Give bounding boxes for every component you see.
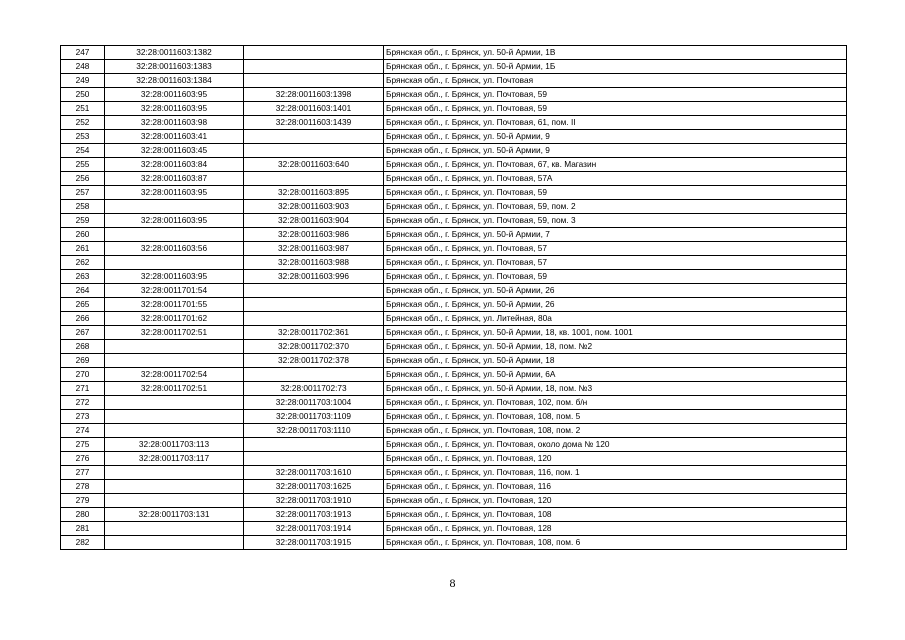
row-number-cell: 276 xyxy=(61,452,105,466)
address-cell: Брянская обл., г. Брянск, ул. Почтовая, 59 xyxy=(384,270,847,284)
address-cell: Брянская обл., г. Брянск, ул. Литейная, 80а xyxy=(384,312,847,326)
table-row xyxy=(61,340,847,354)
address-cell: Брянская обл., г. Брянск, ул. 50-й Армии, 1Б xyxy=(384,60,847,74)
object-number-cell xyxy=(244,46,384,60)
cadastral-table-body xyxy=(61,46,847,550)
cadastral-number-cell: 32:28:0011703:117 xyxy=(105,452,244,466)
address-cell: Брянская обл., г. Брянск, ул. Почтовая, около дома № 120 xyxy=(384,438,847,452)
cadastral-number-cell: 32:28:0011603:45 xyxy=(105,144,244,158)
object-number-cell xyxy=(244,438,384,452)
cadastral-number-cell: 32:28:0011701:55 xyxy=(105,298,244,312)
object-number-cell: 32:28:0011703:1910 xyxy=(244,494,384,508)
address-cell: Брянская обл., г. Брянск, ул. 50-й Армии, 18, пом. №3 xyxy=(384,382,847,396)
cadastral-number-cell xyxy=(105,494,244,508)
table-row xyxy=(61,382,847,396)
address-cell: Брянская обл., г. Брянск, ул. 50-й Армии, 18, пом. №2 xyxy=(384,340,847,354)
object-number-cell: 32:28:0011603:987 xyxy=(244,242,384,256)
table-row xyxy=(61,186,847,200)
cadastral-number-cell: 32:28:0011703:113 xyxy=(105,438,244,452)
row-number-cell: 256 xyxy=(61,172,105,186)
cadastral-number-cell xyxy=(105,424,244,438)
table-row xyxy=(61,200,847,214)
address-cell: Брянская обл., г. Брянск, ул. 50-й Армии, 9 xyxy=(384,130,847,144)
cadastral-number-cell: 32:28:0011603:98 xyxy=(105,116,244,130)
table-row xyxy=(61,158,847,172)
object-number-cell: 32:28:0011703:1110 xyxy=(244,424,384,438)
row-number-cell: 279 xyxy=(61,494,105,508)
cadastral-number-cell: 32:28:0011703:131 xyxy=(105,508,244,522)
row-number-cell: 259 xyxy=(61,214,105,228)
table-row xyxy=(61,242,847,256)
table-row xyxy=(61,522,847,536)
address-cell: Брянская обл., г. Брянск, ул. Почтовая, 108, пом. 5 xyxy=(384,410,847,424)
row-number-cell: 275 xyxy=(61,438,105,452)
cadastral-number-cell xyxy=(105,396,244,410)
cadastral-table xyxy=(60,45,847,550)
cadastral-number-cell: 32:28:0011702:54 xyxy=(105,368,244,382)
row-number-cell: 254 xyxy=(61,144,105,158)
address-cell: Брянская обл., г. Брянск, ул. Почтовая, 102, пом. б/н xyxy=(384,396,847,410)
cadastral-number-cell xyxy=(105,256,244,270)
object-number-cell: 32:28:0011703:1625 xyxy=(244,480,384,494)
table-row xyxy=(61,536,847,550)
address-cell: Брянская обл., г. Брянск, ул. 50-й Армии, 18, кв. 1001, пом. 1001 xyxy=(384,326,847,340)
object-number-cell xyxy=(244,452,384,466)
table-row xyxy=(61,508,847,522)
table-row xyxy=(61,438,847,452)
object-number-cell: 32:28:0011603:640 xyxy=(244,158,384,172)
cadastral-number-cell: 32:28:0011603:95 xyxy=(105,214,244,228)
cadastral-number-cell xyxy=(105,480,244,494)
table-row xyxy=(61,354,847,368)
object-number-cell: 32:28:0011702:361 xyxy=(244,326,384,340)
row-number-cell: 250 xyxy=(61,88,105,102)
row-number-cell: 251 xyxy=(61,102,105,116)
cadastral-number-cell: 32:28:0011702:51 xyxy=(105,382,244,396)
table-row xyxy=(61,326,847,340)
address-cell: Брянская обл., г. Брянск, ул. Почтовая, 57А xyxy=(384,172,847,186)
table-row xyxy=(61,172,847,186)
table-row xyxy=(61,270,847,284)
table-row xyxy=(61,368,847,382)
address-cell: Брянская обл., г. Брянск, ул. Почтовая, 108 xyxy=(384,508,847,522)
address-cell: Брянская обл., г. Брянск, ул. Почтовая, 59 xyxy=(384,102,847,116)
object-number-cell: 32:28:0011603:904 xyxy=(244,214,384,228)
row-number-cell: 253 xyxy=(61,130,105,144)
row-number-cell: 265 xyxy=(61,298,105,312)
cadastral-number-cell: 32:28:0011603:41 xyxy=(105,130,244,144)
object-number-cell: 32:28:0011702:370 xyxy=(244,340,384,354)
address-cell: Брянская обл., г. Брянск, ул. Почтовая, 59 xyxy=(384,186,847,200)
table-row xyxy=(61,480,847,494)
row-number-cell: 255 xyxy=(61,158,105,172)
object-number-cell xyxy=(244,74,384,88)
cadastral-number-cell: 32:28:0011701:62 xyxy=(105,312,244,326)
row-number-cell: 282 xyxy=(61,536,105,550)
cadastral-number-cell: 32:28:0011603:1384 xyxy=(105,74,244,88)
table-row xyxy=(61,312,847,326)
table-row xyxy=(61,60,847,74)
table-row xyxy=(61,74,847,88)
table-row xyxy=(61,452,847,466)
row-number-cell: 258 xyxy=(61,200,105,214)
address-cell: Брянская обл., г. Брянск, ул. 50-й Армии, 18 xyxy=(384,354,847,368)
cadastral-number-cell xyxy=(105,200,244,214)
address-cell: Брянская обл., г. Брянск, ул. Почтовая, 57 xyxy=(384,242,847,256)
object-number-cell: 32:28:0011703:1004 xyxy=(244,396,384,410)
cadastral-number-cell: 32:28:0011603:56 xyxy=(105,242,244,256)
row-number-cell: 271 xyxy=(61,382,105,396)
object-number-cell: 32:28:0011603:996 xyxy=(244,270,384,284)
cadastral-number-cell xyxy=(105,354,244,368)
row-number-cell: 270 xyxy=(61,368,105,382)
row-number-cell: 280 xyxy=(61,508,105,522)
table-row xyxy=(61,410,847,424)
object-number-cell xyxy=(244,60,384,74)
table-row xyxy=(61,102,847,116)
row-number-cell: 247 xyxy=(61,46,105,60)
object-number-cell xyxy=(244,284,384,298)
row-number-cell: 264 xyxy=(61,284,105,298)
cadastral-number-cell: 32:28:0011603:87 xyxy=(105,172,244,186)
address-cell: Брянская обл., г. Брянск, ул. Почтовая, 61, пом. II xyxy=(384,116,847,130)
row-number-cell: 260 xyxy=(61,228,105,242)
table-row xyxy=(61,284,847,298)
address-cell: Брянская обл., г. Брянск, ул. 50-й Армии, 9 xyxy=(384,144,847,158)
table-row xyxy=(61,494,847,508)
cadastral-number-cell: 32:28:0011603:1383 xyxy=(105,60,244,74)
address-cell: Брянская обл., г. Брянск, ул. Почтовая, 57 xyxy=(384,256,847,270)
address-cell: Брянская обл., г. Брянск, ул. Почтовая, 120 xyxy=(384,494,847,508)
cadastral-number-cell: 32:28:0011603:95 xyxy=(105,102,244,116)
object-number-cell: 32:28:0011603:988 xyxy=(244,256,384,270)
address-cell: Брянская обл., г. Брянск, ул. 50-й Армии, 1В xyxy=(384,46,847,60)
cadastral-number-cell xyxy=(105,340,244,354)
table-row xyxy=(61,298,847,312)
cadastral-number-cell xyxy=(105,522,244,536)
table-row xyxy=(61,466,847,480)
address-cell: Брянская обл., г. Брянск, ул. Почтовая, 128 xyxy=(384,522,847,536)
table-row xyxy=(61,46,847,60)
row-number-cell: 263 xyxy=(61,270,105,284)
object-number-cell: 32:28:0011603:1401 xyxy=(244,102,384,116)
object-number-cell: 32:28:0011703:1915 xyxy=(244,536,384,550)
row-number-cell: 277 xyxy=(61,466,105,480)
row-number-cell: 274 xyxy=(61,424,105,438)
row-number-cell: 269 xyxy=(61,354,105,368)
cadastral-number-cell xyxy=(105,410,244,424)
object-number-cell xyxy=(244,130,384,144)
table-row xyxy=(61,88,847,102)
row-number-cell: 262 xyxy=(61,256,105,270)
object-number-cell: 32:28:0011703:1610 xyxy=(244,466,384,480)
table-row xyxy=(61,116,847,130)
object-number-cell: 32:28:0011603:986 xyxy=(244,228,384,242)
address-cell: Брянская обл., г. Брянск, ул. Почтовая, 116, пом. 1 xyxy=(384,466,847,480)
object-number-cell: 32:28:0011603:903 xyxy=(244,200,384,214)
cadastral-number-cell: 32:28:0011603:95 xyxy=(105,88,244,102)
row-number-cell: 281 xyxy=(61,522,105,536)
row-number-cell: 272 xyxy=(61,396,105,410)
address-cell: Брянская обл., г. Брянск, ул. Почтовая, 59 xyxy=(384,88,847,102)
cadastral-number-cell: 32:28:0011603:1382 xyxy=(105,46,244,60)
row-number-cell: 261 xyxy=(61,242,105,256)
address-cell: Брянская обл., г. Брянск, ул. Почтовая, 108, пом. 2 xyxy=(384,424,847,438)
cadastral-number-cell: 32:28:0011702:51 xyxy=(105,326,244,340)
row-number-cell: 267 xyxy=(61,326,105,340)
object-number-cell: 32:28:0011603:1439 xyxy=(244,116,384,130)
object-number-cell xyxy=(244,312,384,326)
address-cell: Брянская обл., г. Брянск, ул. 50-й Армии, 7 xyxy=(384,228,847,242)
table-row xyxy=(61,214,847,228)
address-cell: Брянская обл., г. Брянск, ул. Почтовая, 67, кв. Магазин xyxy=(384,158,847,172)
address-cell: Брянская обл., г. Брянск, ул. 50-й Армии, 26 xyxy=(384,284,847,298)
cadastral-number-cell: 32:28:0011603:95 xyxy=(105,270,244,284)
row-number-cell: 252 xyxy=(61,116,105,130)
cadastral-number-cell: 32:28:0011603:95 xyxy=(105,186,244,200)
object-number-cell xyxy=(244,144,384,158)
address-cell: Брянская обл., г. Брянск, ул. Почтовая, 116 xyxy=(384,480,847,494)
object-number-cell: 32:28:0011702:378 xyxy=(244,354,384,368)
cadastral-number-cell: 32:28:0011603:84 xyxy=(105,158,244,172)
table-row xyxy=(61,228,847,242)
row-number-cell: 248 xyxy=(61,60,105,74)
row-number-cell: 266 xyxy=(61,312,105,326)
address-cell: Брянская обл., г. Брянск, ул. 50-й Армии, 26 xyxy=(384,298,847,312)
row-number-cell: 268 xyxy=(61,340,105,354)
object-number-cell: 32:28:0011703:1913 xyxy=(244,508,384,522)
table-row xyxy=(61,424,847,438)
row-number-cell: 257 xyxy=(61,186,105,200)
address-cell: Брянская обл., г. Брянск, ул. Почтовая, 59, пом. 2 xyxy=(384,200,847,214)
row-number-cell: 278 xyxy=(61,480,105,494)
table-row xyxy=(61,256,847,270)
object-number-cell: 32:28:0011703:1914 xyxy=(244,522,384,536)
row-number-cell: 249 xyxy=(61,74,105,88)
cadastral-number-cell: 32:28:0011701:54 xyxy=(105,284,244,298)
table-row xyxy=(61,130,847,144)
table-row xyxy=(61,396,847,410)
object-number-cell xyxy=(244,298,384,312)
cadastral-number-cell xyxy=(105,228,244,242)
row-number-cell: 273 xyxy=(61,410,105,424)
cadastral-number-cell xyxy=(105,536,244,550)
object-number-cell: 32:28:0011702:73 xyxy=(244,382,384,396)
table-row xyxy=(61,144,847,158)
object-number-cell xyxy=(244,172,384,186)
address-cell: Брянская обл., г. Брянск, ул. Почтовая, 59, пом. 3 xyxy=(384,214,847,228)
object-number-cell xyxy=(244,368,384,382)
address-cell: Брянская обл., г. Брянск, ул. Почтовая xyxy=(384,74,847,88)
address-cell: Брянская обл., г. Брянск, ул. Почтовая, 120 xyxy=(384,452,847,466)
object-number-cell: 32:28:0011603:1398 xyxy=(244,88,384,102)
page-number: 8 xyxy=(449,576,456,590)
object-number-cell: 32:28:0011703:1109 xyxy=(244,410,384,424)
object-number-cell: 32:28:0011603:895 xyxy=(244,186,384,200)
address-cell: Брянская обл., г. Брянск, ул. 50-й Армии, 6А xyxy=(384,368,847,382)
address-cell: Брянская обл., г. Брянск, ул. Почтовая, 108, пом. 6 xyxy=(384,536,847,550)
cadastral-number-cell xyxy=(105,466,244,480)
